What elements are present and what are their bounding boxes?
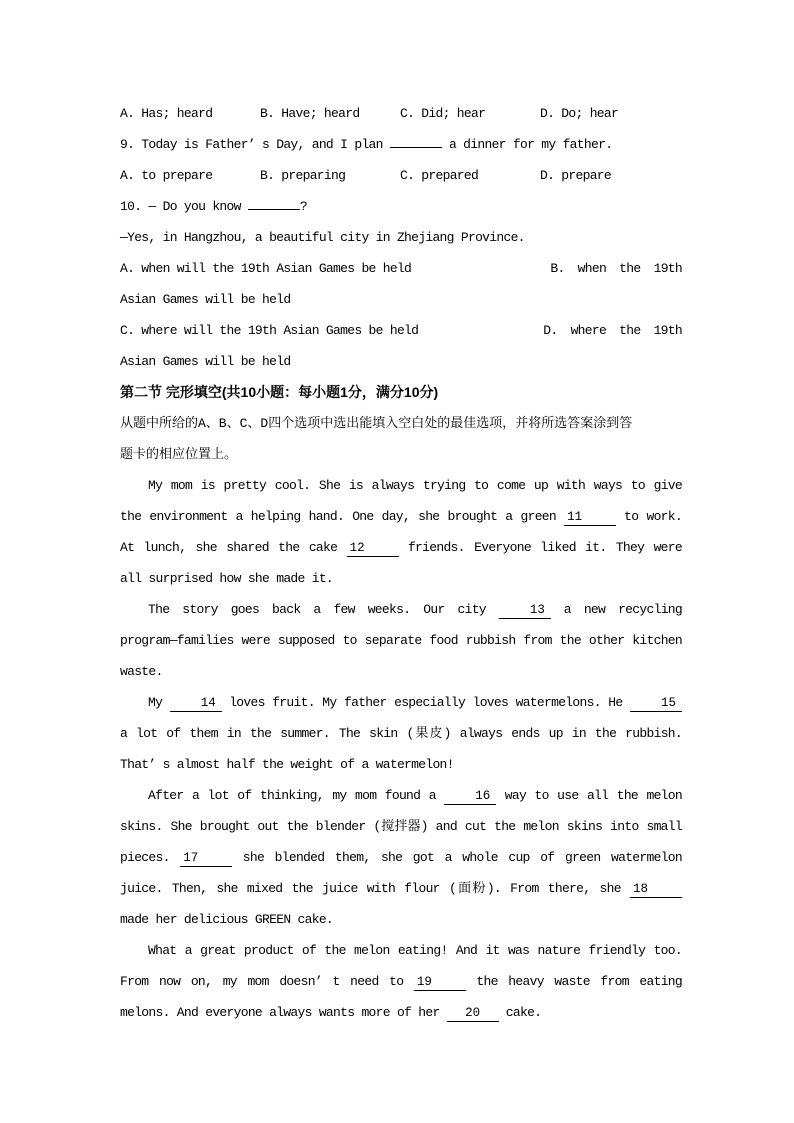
blank-11: 11 [564,510,616,526]
text-run: she blended them, she got a whole cup of green watermelon [232,850,683,865]
cloze-p4-line5 [120,904,682,935]
text-run: the environment a helping hand. One day, she brought a green [120,509,565,524]
text-run: loves fruit. My father especially loves watermelons. He [221,695,630,710]
text-run: 从题中所给的A、B、C、D四个选项中选出能填入空白处的最佳选项，并将所选答案涂到答 [120,416,633,431]
text-run: That’ s almost half the weight of a watermelon! [120,757,454,772]
text-run: juice. Then, she mixed the juice with flour (面粉). From there, she [120,881,630,896]
option-item: C. prepared [400,168,479,183]
option-item-left: C. where will the 19th Asian Games be held [120,323,419,338]
text-run: a lot of them in the summer. The skin (果皮) always ends up in the rubbish. [120,726,682,741]
text-run: way to use all the melon [496,788,682,803]
option-item: A. to prepare [120,168,213,183]
instructions-line-2 [120,439,682,470]
text-run: melons. And everyone always wants more of her [120,1005,447,1020]
cloze-p4-line2 [120,811,682,842]
option-item: B. Have; heard [260,106,360,121]
text-run: From now on, my mom doesn’ t need to [120,974,414,989]
text-run: 第二节 完形填空(共10小题：每小题1分，满分10分) [120,384,439,400]
blank-16: 16 [444,789,496,805]
cloze-p5-line2 [120,966,682,997]
cloze-p5-line1 [120,935,682,966]
section-heading [120,377,682,408]
cloze-p1-line4 [120,563,682,594]
blank-14: 14 [170,696,222,712]
blank-13: 13 [499,603,551,619]
text-run: friends. Everyone liked it. They were [398,540,682,555]
cloze-p4-line1 [120,780,682,811]
cloze-p4-line3 [120,842,682,873]
option-item: B. preparing [260,168,346,183]
cloze-p1-line1 [120,470,682,501]
blank-19: 19 [414,975,466,991]
blank-underline [248,209,300,210]
blank-underline [390,147,442,148]
option-item: A. Has; heard [120,106,213,121]
text-run: a new recycling [550,602,682,617]
text-run: the heavy waste from eating [465,974,682,989]
text-run: ? [299,199,307,214]
instructions-line-1 [120,408,682,439]
cloze-p3-line1 [120,687,682,718]
text-run: After a lot of thinking, my mom found a [148,788,445,803]
blank-20: 20 [447,1006,499,1022]
option-item-right: B. when the 19th [550,261,682,276]
text-run: pieces. [120,850,181,865]
text-run: Asian Games will be held [120,292,291,307]
blank-17: 17 [180,851,232,867]
cloze-p5-line3 [120,997,682,1028]
text-run: cake. [498,1005,542,1020]
q10-options-cd [120,315,682,346]
text-run: At lunch, she shared the cake [120,540,347,555]
text-run: My [148,695,170,710]
option-item-left: A. when will the 19th Asian Games be held [120,261,412,276]
text-run: skins. She brought out the blender (搅拌器) and cut the melon skins into small [120,819,682,834]
document-body [120,98,682,1028]
q10-options-ab [120,253,682,284]
cloze-p4-line4 [120,873,682,904]
cloze-p1-line3 [120,532,682,563]
cloze-p1-line2 [120,501,682,532]
cloze-p3-line3 [120,749,682,780]
q10-option-d-continuation [120,346,682,377]
blank-15: 15 [630,696,682,712]
option-item-right: D. where the 19th [543,323,682,338]
text-run: The story goes back a few weeks. Our city [148,602,499,617]
option-item: D. prepare [540,168,612,183]
text-run: waste. [120,664,163,679]
text-run: Asian Games will be held [120,354,291,369]
cloze-p2-line2 [120,625,682,656]
q9-options-row [120,160,682,191]
text-run: made her delicious GREEN cake. [120,912,334,927]
text-run: 题卡的相应位置上。 [120,447,238,462]
q10-stem [120,191,682,222]
option-item: C. Did; hear [400,106,486,121]
text-run: My mom is pretty cool. She is always trying to come up with ways to give [148,478,682,493]
blank-18: 18 [630,882,682,898]
text-run: 9. Today is Father’ s Day, and I plan [120,137,390,152]
q10-answer [120,222,682,253]
text-run: What a great product of the melon eating! And it was nature friendly too. [148,943,682,958]
cloze-p2-line1 [120,594,682,625]
text-run: —Yes, in Hangzhou, a beautiful city in Zhejiang Province. [120,230,525,245]
text-run: to work. [616,509,682,524]
text-run: a dinner for my father. [441,137,613,152]
q9-stem [120,129,682,160]
text-run: all surprised how she made it. [120,571,334,586]
q8-options-row [120,98,682,129]
option-item: D. Do; hear [540,106,619,121]
text-run: 10. — Do you know [120,199,248,214]
q10-option-b-continuation [120,284,682,315]
cloze-p2-line3 [120,656,682,687]
blank-12: 12 [347,541,399,557]
text-run: program—families were supposed to separate food rubbish from the other kitchen [120,633,682,648]
cloze-p3-line2 [120,718,682,749]
